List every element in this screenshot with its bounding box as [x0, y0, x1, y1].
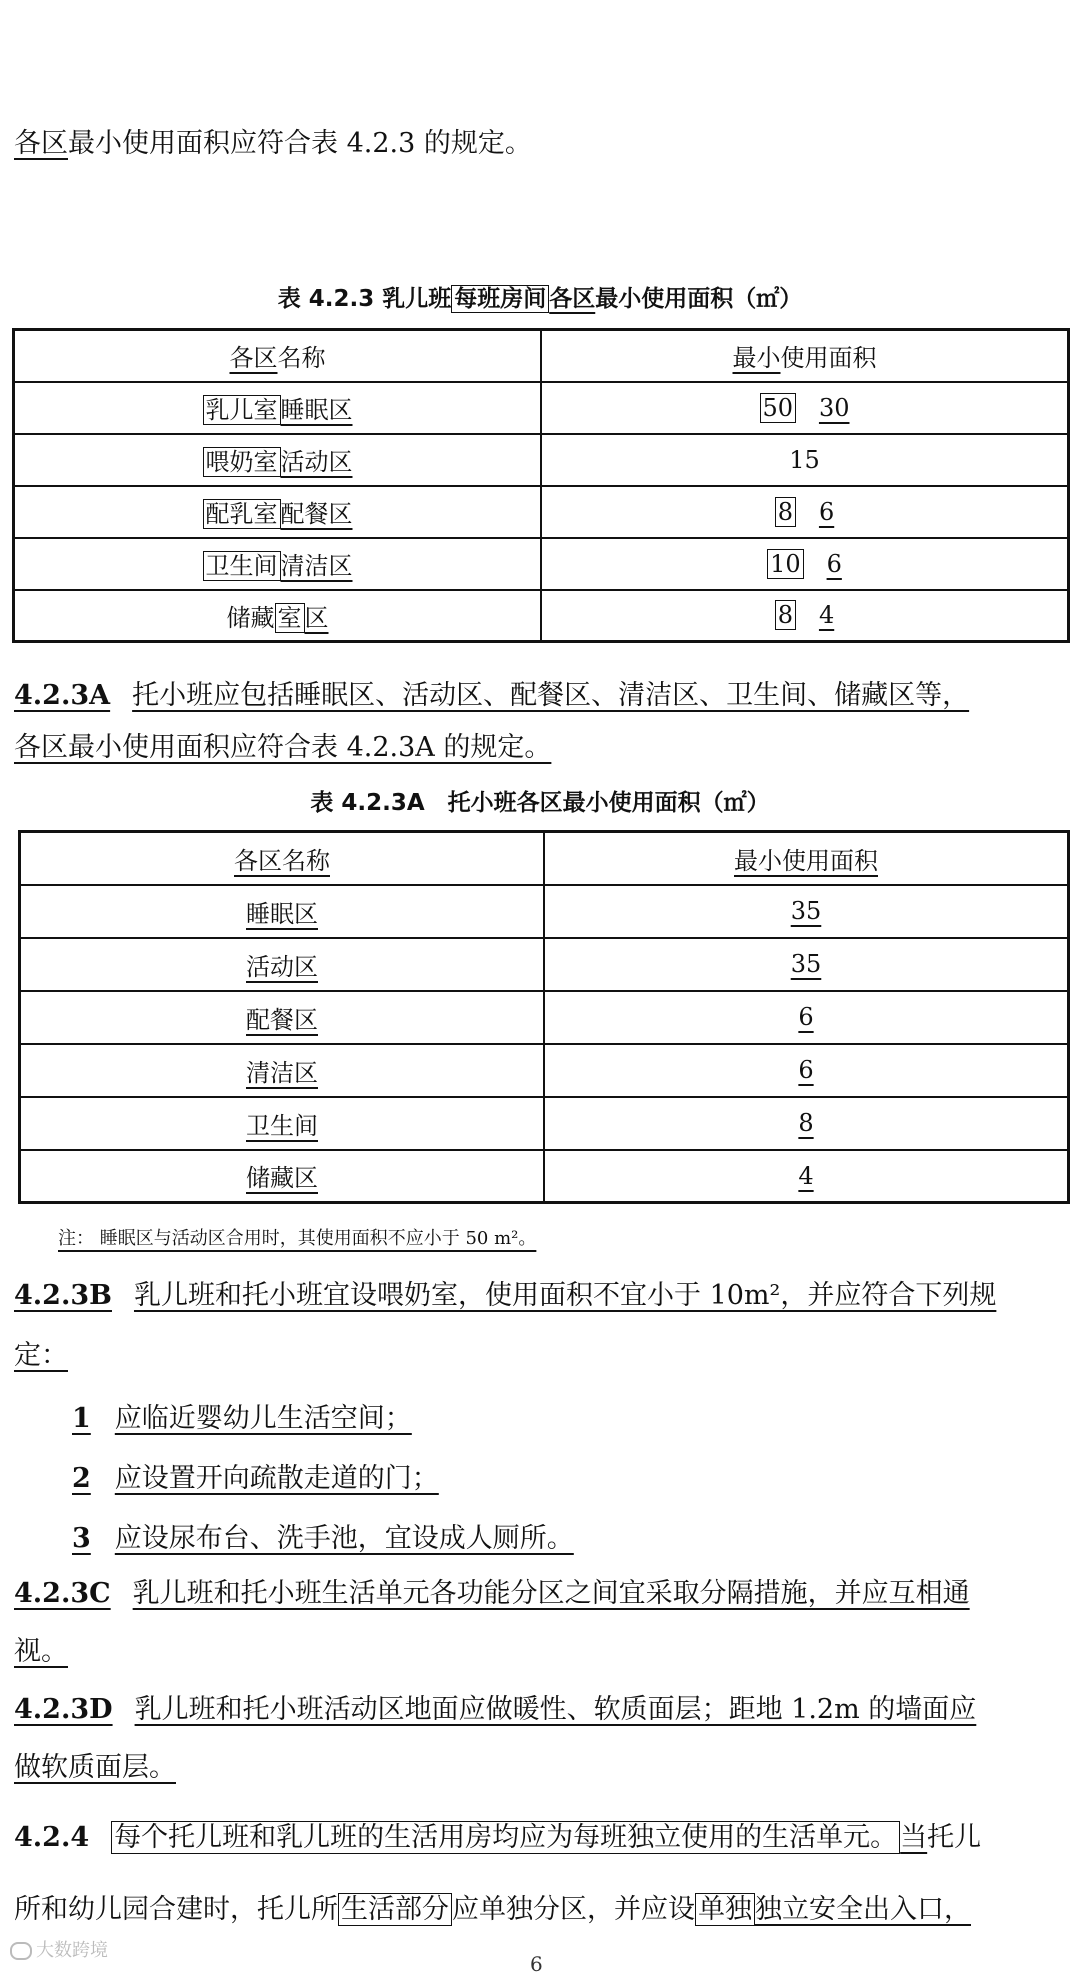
- table2-header-row: [20, 832, 1069, 885]
- sec-424-line2: [14, 1890, 971, 1930]
- sec-423A-line2: 各区最小使用面积应符合表 4.2.3A 的规定。: [14, 732, 552, 763]
- row-name-boxed: 喂奶室: [203, 447, 281, 477]
- header-col2-text: 最小使用面积: [734, 846, 878, 875]
- header-col1-text: 名称: [277, 344, 326, 373]
- table1-caption-part: 表 4.2.3 乳儿班: [277, 286, 452, 312]
- row-name-underlined: 清洁区: [280, 552, 353, 580]
- table1-caption: [0, 280, 1080, 313]
- list-item-text: 应设尿布台、洗手池，宜设成人厕所。: [114, 1523, 574, 1554]
- row-value: [541, 382, 1069, 434]
- table1-caption-boxed: 每班房间: [451, 285, 549, 313]
- row-name-underlined: 配餐区: [280, 500, 353, 528]
- section-text: 应单独分区，并应设: [452, 1894, 695, 1925]
- section-number: 4.2.3D: [14, 1694, 113, 1725]
- sec-423D-line2: 做软质面层。: [14, 1752, 176, 1783]
- row-name: [20, 938, 545, 991]
- table-row: [14, 434, 1069, 486]
- row-value-text: 6: [798, 1056, 814, 1084]
- list-item: [72, 1516, 574, 1555]
- header-col1-underlined: 各区: [229, 344, 278, 373]
- row-name-underlined: 活动区: [280, 448, 353, 476]
- row-name-text: 活动区: [246, 952, 318, 981]
- section-underlined-text: 当: [900, 1822, 928, 1853]
- row-value-text: 4: [798, 1161, 814, 1190]
- header-col2-underlined: 最小: [732, 344, 781, 373]
- table2-note: 注： 睡眠区与活动区合用时，其使用面积不应小于 50 m²。: [58, 1228, 537, 1249]
- section-underlined-text: 独立安全: [755, 1894, 863, 1925]
- table1-header-col2: [541, 330, 1069, 382]
- row-value: [541, 590, 1069, 642]
- row-name-boxed: 配乳室: [203, 499, 281, 529]
- table1-header-row: [14, 330, 1069, 382]
- list-item-text: 应临近婴幼儿生活空间；: [114, 1403, 412, 1434]
- section-text: 所和幼儿园合建时，托儿所: [14, 1894, 338, 1925]
- section-boxed-text: 每个托儿班和乳儿班的生活用房均应为每班独立使用的生活单元。: [111, 1821, 900, 1854]
- row-value: [544, 1097, 1069, 1150]
- table1: [12, 328, 1070, 643]
- row-value-text: 35: [790, 897, 822, 925]
- table1-caption-underlined: 各区: [549, 286, 596, 312]
- list-item-number: 1: [72, 1403, 91, 1434]
- intro-text: 最小使用面积应符合表 4.2.3 的规定。: [68, 128, 532, 159]
- row-name-boxed: 室: [275, 603, 305, 633]
- page-number: 6: [530, 1952, 543, 1976]
- section-number: 4.2.3C: [14, 1578, 111, 1609]
- row-value: [544, 1044, 1069, 1097]
- row-value-boxed: 10: [767, 549, 804, 579]
- watermark-text: 大数跨境: [36, 1940, 108, 1961]
- table-row: [20, 938, 1069, 991]
- list-item: [72, 1456, 439, 1495]
- section-underlined-text: 出入口，: [863, 1894, 971, 1925]
- table-row: [20, 885, 1069, 938]
- sec-423B-line1: [14, 1276, 996, 1316]
- table2-caption: 表 4.2.3A 托小班各区最小使用面积（㎡）: [310, 790, 770, 816]
- sec-423C-line2: 视。: [14, 1636, 68, 1667]
- list-item: [72, 1396, 412, 1435]
- section-number: 4.2.3B: [14, 1280, 112, 1311]
- sec-423C-line1: [14, 1574, 970, 1614]
- row-name: [20, 1097, 545, 1150]
- section-boxed-text: 单独: [695, 1893, 755, 1926]
- row-value-text: 6: [798, 1003, 814, 1031]
- row-value: [541, 538, 1069, 590]
- row-name-text: 清洁区: [246, 1058, 318, 1087]
- row-name-text: 配餐区: [246, 1005, 318, 1034]
- list-item-number: 3: [72, 1523, 91, 1554]
- row-name: [20, 991, 545, 1044]
- row-value-underlined: 6: [826, 549, 842, 578]
- row-value-boxed: 50: [760, 393, 797, 423]
- row-value-underlined: 4: [818, 601, 835, 630]
- section-text: 托小班应包括睡眠区、活动区、配餐区、清洁区、卫生间、储藏区等，: [132, 680, 970, 711]
- section-text: 乳儿班和托小班活动区地面应做暖性、软质面层；距地 1.2m 的墙面应: [134, 1694, 977, 1725]
- header-col1-text: 各区名称: [234, 846, 330, 875]
- row-value: [541, 486, 1069, 538]
- row-value: [544, 1150, 1069, 1203]
- row-name-text: 卫生间: [246, 1111, 318, 1140]
- header-col2-text: 使用面积: [780, 344, 877, 373]
- row-value-underlined: 6: [818, 497, 835, 526]
- table1-caption-tail: 最小使用面积（㎡）: [595, 286, 803, 312]
- row-value-text: 35: [790, 950, 822, 978]
- list-item-number: 2: [72, 1463, 91, 1494]
- section-number: 4.2.4: [14, 1822, 90, 1853]
- row-value-underlined: 30: [818, 393, 850, 422]
- row-name: [20, 1044, 545, 1097]
- watermark-logo-icon: [10, 1942, 32, 1960]
- table2-header-col1: [20, 832, 545, 885]
- row-value: [544, 938, 1069, 991]
- row-name: [14, 486, 542, 538]
- table-row: [20, 1044, 1069, 1097]
- table-row: [14, 382, 1069, 434]
- table-row: [20, 1150, 1069, 1203]
- table1-header-col1: [14, 330, 542, 382]
- row-name: [20, 885, 545, 938]
- row-name: [14, 434, 542, 486]
- row-name-text: 睡眠区: [246, 899, 318, 928]
- section-text: 乳儿班和托小班生活单元各功能分区之间宜采取分隔措施，并应互相通: [132, 1578, 970, 1609]
- row-value: [544, 885, 1069, 938]
- row-value-boxed: 8: [775, 600, 796, 630]
- row-name: [14, 382, 542, 434]
- table-row: [20, 1097, 1069, 1150]
- sec-423D-line1: [14, 1690, 976, 1730]
- intro-underlined: 各区: [14, 128, 68, 159]
- table2: [18, 830, 1070, 1204]
- row-value-text: 15: [789, 445, 820, 474]
- table-row: [14, 486, 1069, 538]
- row-name-text: 储藏区: [246, 1164, 318, 1193]
- row-value-text: 8: [798, 1109, 814, 1137]
- row-value: [544, 991, 1069, 1044]
- sec-423A-line1: [14, 676, 969, 716]
- row-value-boxed: 8: [775, 497, 796, 527]
- watermark: [10, 1936, 108, 1962]
- section-number: 4.2.3A: [14, 680, 111, 711]
- sec-424-line1: [14, 1818, 981, 1858]
- section-text: 托儿: [927, 1822, 982, 1853]
- list-item-text: 应设置开向疏散走道的门；: [114, 1463, 439, 1494]
- row-name: [14, 590, 542, 642]
- row-value: [541, 434, 1069, 486]
- section-text: 乳儿班和托小班宜设喂奶室，使用面积不宜小于 10m²，并应符合下列规: [133, 1280, 997, 1311]
- table-row: [14, 538, 1069, 590]
- table-row: [20, 991, 1069, 1044]
- table2-header-col2: [544, 832, 1069, 885]
- row-name-boxed: 卫生间: [203, 551, 281, 581]
- row-name-prefix: 储藏: [226, 603, 275, 632]
- row-name-underlined: 区: [304, 603, 329, 632]
- row-name-underlined: 睡眠区: [280, 396, 353, 424]
- intro-line: [14, 124, 532, 164]
- row-name: [20, 1150, 545, 1203]
- row-name: [14, 538, 542, 590]
- table-row: [14, 590, 1069, 642]
- sec-423B-line2: 定：: [14, 1340, 68, 1371]
- section-boxed-text: 生活部分: [338, 1893, 452, 1926]
- row-name-boxed: 乳儿室: [203, 395, 281, 425]
